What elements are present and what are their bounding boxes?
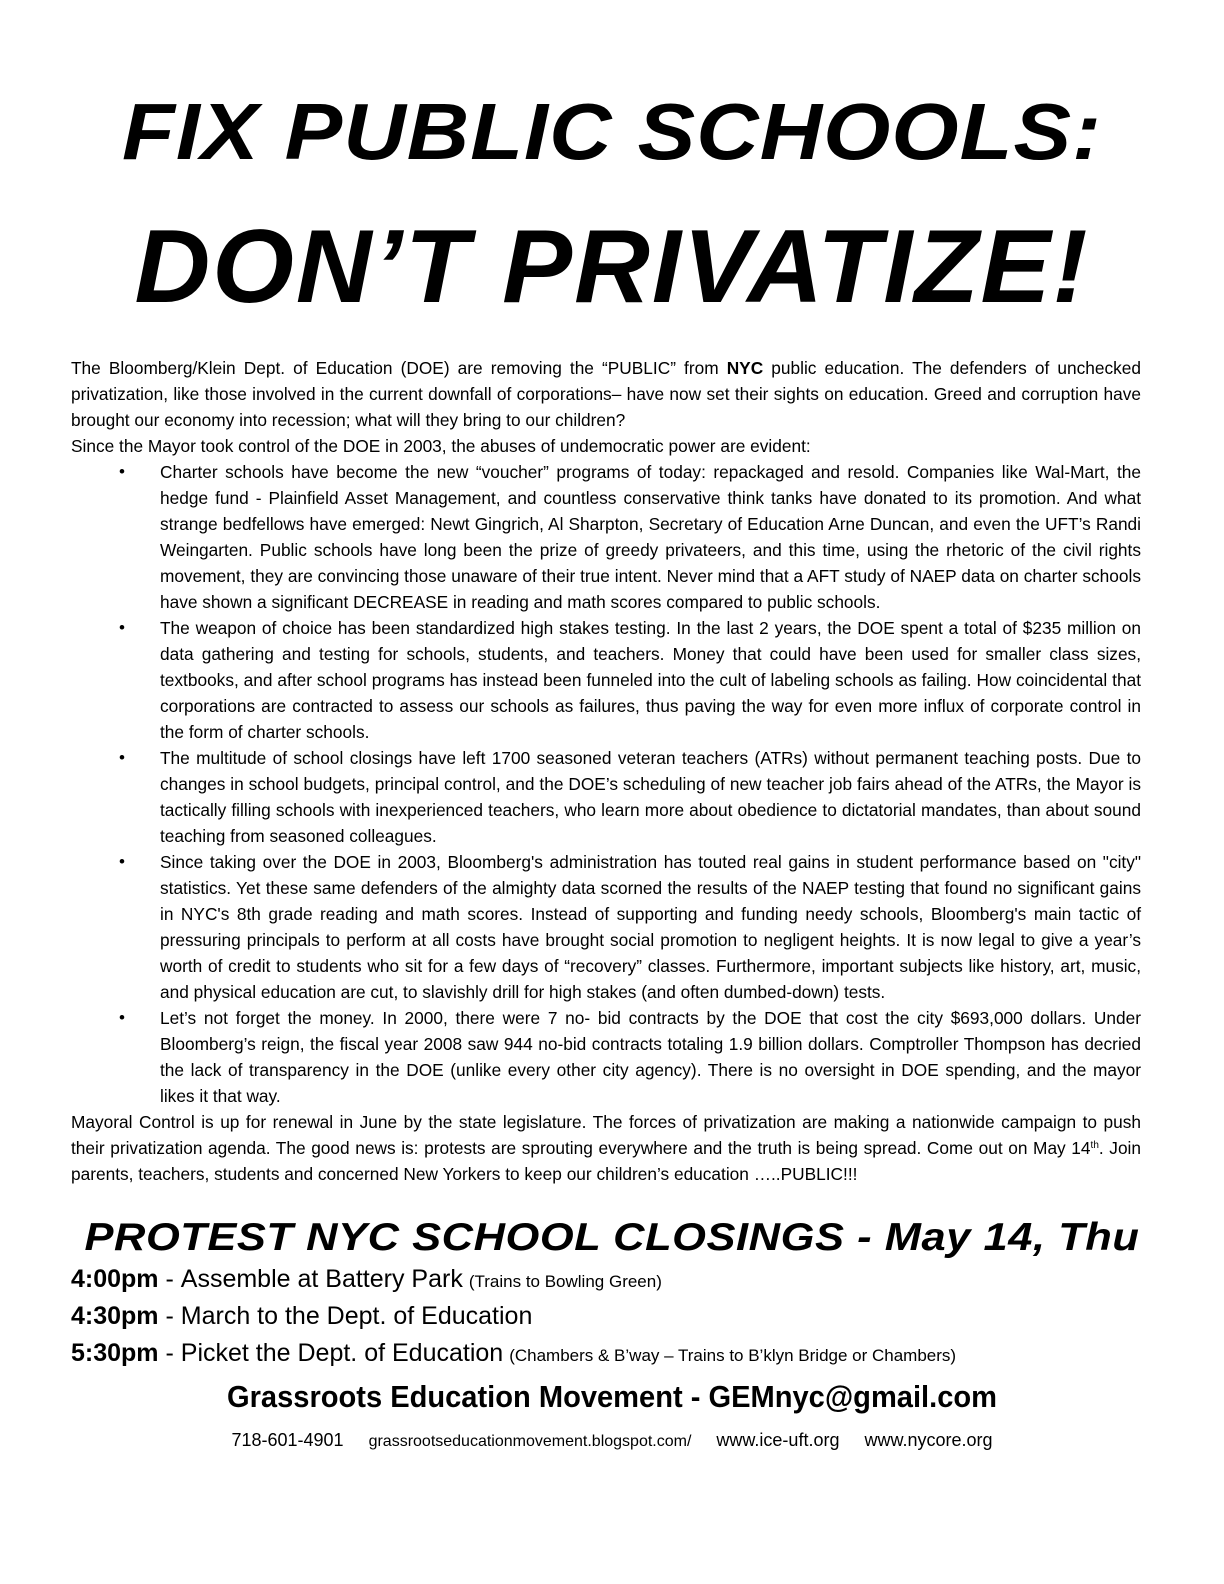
schedule-separator: - (158, 1302, 181, 1330)
blog-link[interactable]: grassrootseducationmovement.blogspot.com/ (368, 1433, 692, 1450)
abuses-list (71, 459, 1141, 1109)
schedule-time: 4:30pm (71, 1302, 159, 1330)
closing-paragraph (71, 1109, 1141, 1187)
list-item (119, 615, 1141, 745)
schedule-note: (Chambers & B’way – Trains to B’klyn Bridge or Chambers) (509, 1346, 957, 1365)
closing-superscript: th (1090, 1140, 1099, 1151)
schedule-description: Picket the Dept. of Education (180, 1339, 504, 1367)
bullet-icon: • (119, 618, 125, 637)
list-item (119, 459, 1141, 615)
protest-title: PROTEST NYC SCHOOL CLOSINGS - May 14, Thu (84, 1216, 1140, 1259)
schedule-note: (Trains to Bowling Green) (468, 1272, 662, 1291)
list-item-text: The weapon of choice has been standardized high stakes testing. In the last 2 years, the DOE spent a total of $235 million on data gathering and testing for schools, students, and teachers. Money that could have been used for smaller class sizes, textbooks, and after school programs has instead been funneled into the cult of labeling schools as failing. How coincidental that corporations are contracted to assess our schools as failures, thus paving the way for even more influx of corporate control in the form of charter schools. (160, 618, 1141, 742)
phone-number: 718-601-4901 (231, 1430, 344, 1450)
schedule-time: 4:00pm (71, 1265, 159, 1293)
headline-fix-public-schools: FIX PUBLIC SCHOOLS: (121, 87, 1102, 176)
schedule-row (71, 1302, 956, 1339)
closing-part2: . Join parents, teachers, students and concerned New Yorkers to keep our children’s education …..PUBLIC!!! (71, 1138, 1142, 1184)
bullet-icon: • (119, 1008, 125, 1027)
list-item (119, 1005, 1141, 1109)
closing-part1: Mayoral Control is up for renewal in June by the state legislature. The forces of privatization are making a nationwide campaign to push their privatization agenda. The good news is: protests are sprouting everywhere and the truth is being spread. Come out on May 14 (71, 1112, 1141, 1158)
intro-bold-nyc: NYC (726, 358, 764, 378)
intro-part1: The Bloomberg/Klein Dept. of Education (DOE) are removing the “PUBLIC” from (71, 358, 727, 378)
list-item-text: Charter schools have become the new “voucher” programs of today: repackaged and resold. Companies like Wal-Mart, the hedge fund - Plainfield Asset Management, and countless conservative think tanks have donated to its promotion. And what strange bedfellows have emerged: Newt Gingrich, Al Sharpton, Secretary of Education Arne Duncan, and even the UFT’s Randi Weingarten. Public schools have long been the prize of greedy privateers, and this time, using the rhetoric of the civil rights movement, they are convincing those unaware of their true intent. Never mind that a AFT study of NAEP data on charter schools have shown a significant DECREASE in reading and math scores compared to public schools. (160, 462, 1141, 612)
protest-schedule (71, 1265, 956, 1376)
nycore-link[interactable]: www.nycore.org (864, 1430, 993, 1450)
headline-dont-privatize: DON’T PRIVATIZE! (134, 209, 1090, 325)
list-item-text: Let’s not forget the money. In 2000, there were 7 no- bid contracts by the DOE that cost the city $693,000 dollars. Under Bloomberg’s reign, the fiscal year 2008 saw 944 no-bid contracts totaling 1.9 billion dollars. Comptroller Thompson has decried the lack of transparency in the DOE (unlike every other city agency). There is no oversight in DOE spending, and the mayor likes it that way. (160, 1008, 1141, 1106)
intro-paragraph (71, 355, 1141, 433)
organization-line: Grassroots Education Movement - GEMnyc@gmail.com (226, 1379, 997, 1414)
schedule-time: 5:30pm (71, 1339, 159, 1367)
list-item (119, 745, 1141, 849)
contact-line (0, 1427, 1224, 1455)
bullet-icon: • (119, 852, 125, 871)
ice-uft-link[interactable]: www.ice-uft.org (716, 1430, 840, 1450)
bullet-icon: • (119, 462, 125, 481)
bullet-icon: • (119, 748, 125, 767)
intro-lead-in: Since the Mayor took control of the DOE in 2003, the abuses of undemocratic power are evident: (71, 436, 811, 456)
body-text (71, 355, 1141, 1187)
schedule-row (71, 1265, 956, 1302)
schedule-description: Assemble at Battery Park (180, 1265, 463, 1293)
schedule-separator: - (158, 1339, 181, 1367)
list-item (119, 849, 1141, 1005)
intro-part2: public education. The defenders of unchecked privatization, like those involved in the current downfall of corporations– have now set their sights on education. Greed and corruption have brought our economy into recession; what will they bring to our children? (71, 358, 1141, 430)
list-item-text: Since taking over the DOE in 2003, Bloomberg's administration has touted real gains in student performance based on "city" statistics. Yet these same defenders of the almighty data scorned the results of the NAEP testing that found no significant gains in NYC's 8th grade reading and math scores. Instead of supporting and funding needy schools, Bloomberg's main tactic of pressuring principals to perform at all costs have brought social promotion to negligent heights. It is now legal to give a year’s worth of credit to students who sit for a few days of “recovery” classes. Furthermore, important subjects like history, art, music, and physical education are cut, to slavishly drill for high stakes (and often dumbed-down) tests. (160, 852, 1141, 1002)
schedule-description: March to the Dept. of Education (180, 1302, 533, 1330)
list-item-text: The multitude of school closings have left 1700 seasoned veteran teachers (ATRs) without permanent teaching posts. Due to changes in school budgets, principal control, and the DOE’s scheduling of new teacher job fairs ahead of the ATRs, the Mayor is tactically filling schools with inexperienced teachers, who learn more about obedience to dictatorial mandates, than about sound teaching from seasoned colleagues. (160, 748, 1141, 846)
schedule-separator: - (158, 1265, 181, 1293)
schedule-row (71, 1339, 956, 1376)
